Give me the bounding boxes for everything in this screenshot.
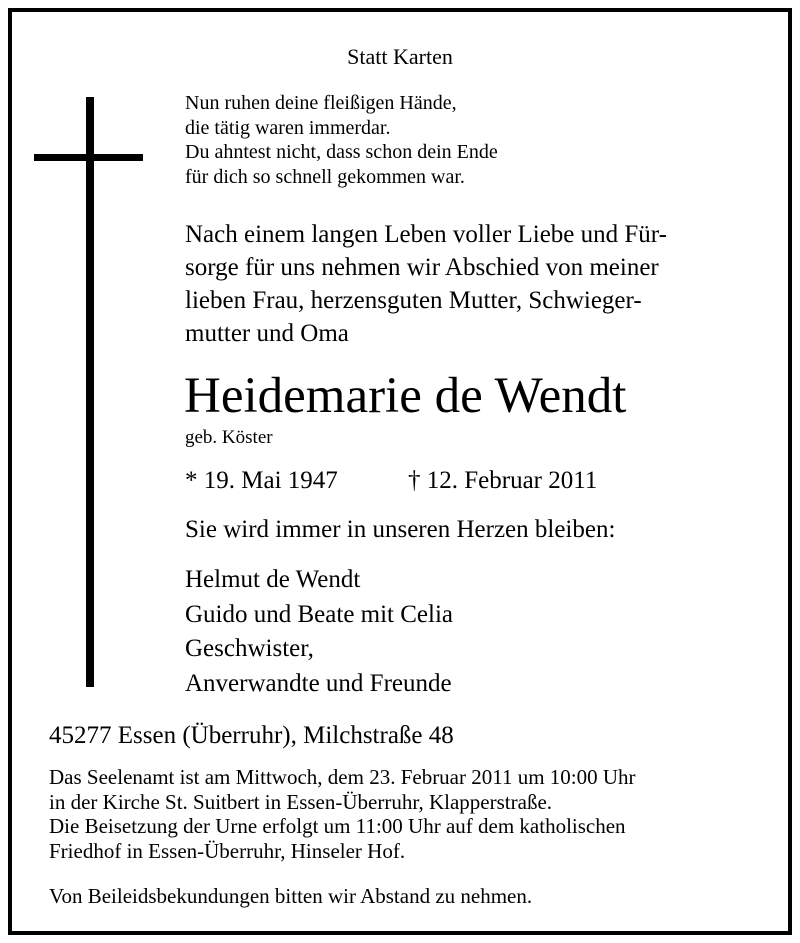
mourners-list xyxy=(185,563,453,701)
poem-line: Nun ruhen deine fleißigen Hände, xyxy=(185,92,457,114)
poem-line: die tätig waren immerdar. xyxy=(185,116,391,139)
service-line: Das Seelenamt ist am Mittwoch, dem 23. Februar 2011 um 10:00 Uhr xyxy=(49,765,636,789)
cross-horizontal-bar xyxy=(34,154,143,161)
service-line: Die Beisetzung der Urne erfolgt um 11:00 Uhr auf dem katholischen xyxy=(49,814,626,838)
mourner-item: Geschwister, xyxy=(185,635,314,662)
intro-line: mutter und Oma xyxy=(185,320,349,347)
service-line: in der Kirche St. Suitbert in Essen-Überruhr, Klapperstraße. xyxy=(49,789,553,814)
poem-line: Du ahntest nicht, dass schon dein Ende xyxy=(185,141,498,163)
intro-text xyxy=(185,218,667,350)
maiden-name: geb. Köster xyxy=(185,427,273,448)
header-statt-karten: Statt Karten xyxy=(347,44,453,69)
farewell-line: Sie wird immer in unseren Herzen bleiben: xyxy=(185,516,616,543)
deceased-name: Heidemarie de Wendt xyxy=(184,368,627,424)
poem-line: für dich so schnell gekommen war. xyxy=(185,165,465,188)
death-date: † 12. Februar 2011 xyxy=(408,467,598,494)
mourner-item: Guido und Beate mit Celia xyxy=(185,600,454,628)
mourner-item: Anverwandte und Freunde xyxy=(185,669,452,697)
service-line: Friedhof in Essen-Überruhr, Hinseler Hof. xyxy=(49,838,406,863)
mourner-item: Helmut de Wendt xyxy=(185,566,361,593)
service-details xyxy=(49,765,636,863)
intro-line: lieben Frau, herzensguten Mutter, Schwieger- xyxy=(185,287,642,314)
intro-line: sorge für uns nehmen wir Abschied von meiner xyxy=(185,254,659,281)
closing-note: Von Beileidsbekundungen bitten wir Abstand zu nehmen. xyxy=(49,884,533,908)
poem xyxy=(185,91,498,189)
cross-vertical-bar xyxy=(86,97,94,687)
intro-line: Nach einem langen Leben voller Liebe und Für- xyxy=(185,221,667,248)
address: 45277 Essen (Überruhr), Milchstraße 48 xyxy=(49,722,454,749)
birth-date: * 19. Mai 1947 xyxy=(185,467,338,494)
